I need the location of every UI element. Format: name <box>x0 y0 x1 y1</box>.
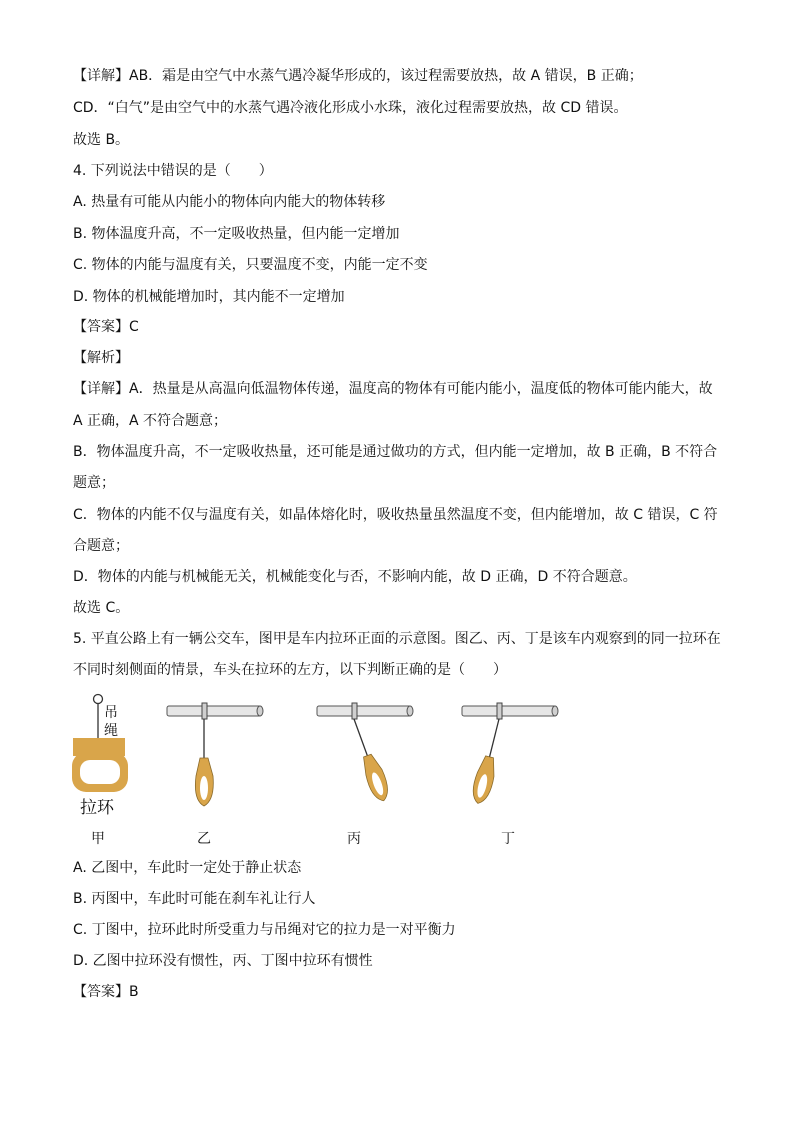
figure-caption-yi: 乙 <box>197 831 211 847</box>
figure-caption-jia: 甲 <box>91 831 105 847</box>
text-line: 故选 B。 <box>73 132 130 148</box>
answer-label: 【答案】B <box>73 984 139 1000</box>
analysis-label: 【解析】 <box>73 350 129 366</box>
text-line: D．物体的内能与机械能无关，机械能变化与否，不影响内能，故 D 正确，D 不符合题意。 <box>73 569 637 585</box>
question-4-stem: 4. 下列说法中错误的是（ ） <box>73 163 273 179</box>
text-line: B．物体温度升高，不一定吸收热量，还可能是通过做功的方式，但内能一定增加，故 B 正确，B 不符合 <box>73 444 718 460</box>
text-line: 合题意； <box>73 538 129 554</box>
rope-label: 绳 <box>104 723 118 739</box>
question-5-stem-cont: 不同时刻侧面的情景，车头在拉环的左方，以下判断正确的是（ ） <box>73 662 507 678</box>
ring-side-figure-yi <box>163 700 273 820</box>
option-d: D. 物体的机械能增加时，其内能不一定增加 <box>73 289 345 305</box>
text-line: 【详解】AB．霜是由空气中水蒸气遇冷凝华形成的，该过程需要放热，故 A 错误，B 正确； <box>73 68 643 84</box>
figure-caption-ding: 丁 <box>501 831 515 847</box>
rope-label: 吊 <box>104 705 118 721</box>
text-line: A 正确，A 不符合题意； <box>73 413 228 429</box>
text-line: 故选 C。 <box>73 600 130 616</box>
text-line: 题意； <box>73 475 115 491</box>
option-b: B. 物体温度升高，不一定吸收热量，但内能一定增加 <box>73 226 400 242</box>
text-line: 【详解】A．热量是从高温向低温物体传递，温度高的物体有可能内能小，温度低的物体可能内能大，故 <box>73 381 713 397</box>
question-5-stem: 5. 平直公路上有一辆公交车，图甲是车内拉环正面的示意图。图乙、丙、丁是该车内观察到的同一拉环在 <box>73 631 721 647</box>
text-line: CD．“白气”是由空气中的水蒸气遇冷液化形成小水珠，液化过程需要放热，故 CD 错误。 <box>73 100 628 116</box>
ring-side-figure-bing <box>313 700 423 820</box>
answer-label: 【答案】C <box>73 319 139 335</box>
option-a: A. 热量有可能从内能小的物体向内能大的物体转移 <box>73 194 386 210</box>
ring-side-figure-ding <box>458 700 568 820</box>
ring-label: 拉环 <box>80 798 114 818</box>
text-line: C．物体的内能不仅与温度有关，如晶体熔化时，吸收热量虽然温度不变，但内能增加，故 C 错误，C 符 <box>73 507 718 523</box>
option-a: A. 乙图中，车此时一定处于静止状态 <box>73 860 302 876</box>
option-c: C. 物体的内能与温度有关，只要温度不变，内能一定不变 <box>73 257 428 273</box>
figure-caption-bing: 丙 <box>347 831 361 847</box>
option-b: B. 丙图中，车此时可能在刹车礼让行人 <box>73 891 316 907</box>
option-c: C. 丁图中，拉环此时所受重力与吊绳对它的拉力是一对平衡力 <box>73 922 456 938</box>
option-d: D. 乙图中拉环没有惯性，丙、丁图中拉环有惯性 <box>73 953 373 969</box>
